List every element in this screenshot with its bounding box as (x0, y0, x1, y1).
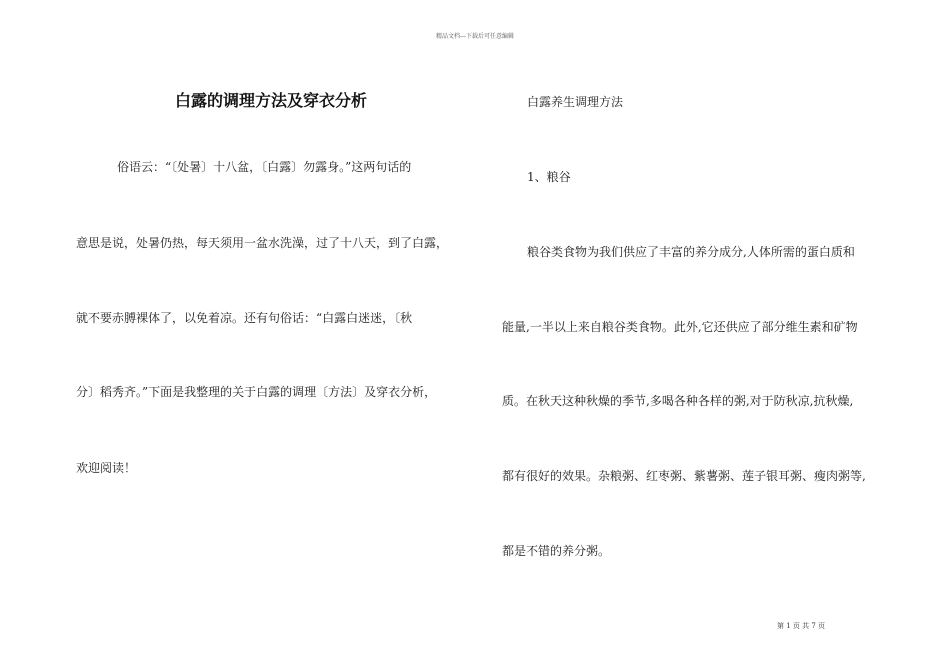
left-paragraph-line-5: 欢迎阅读！ (76, 461, 137, 475)
page-indicator: 第 1 页 共 7 页 (777, 622, 826, 630)
header-note: 精品文档---下载后可任意编辑 (435, 33, 515, 40)
left-paragraph-line-3: 就不要赤膊裸体了，以免着凉。还有句俗话：“白露白迷迷，〔秋 (76, 311, 413, 325)
left-paragraph-line-2: 意思是说，处暑仍热，每天须用一盆水洗澡，过了十八天，到了白露， (76, 236, 449, 250)
left-paragraph-line-4: 分〕稻秀齐。”下面是我整理的关于白露的调理〔方法〕及穿衣分析， (76, 385, 437, 399)
right-paragraph-line-4: 都有很好的效果。杂粮粥、红枣粥、紫薯粥、莲子银耳粥、瘦肉粥等, (502, 469, 866, 483)
right-paragraph-line-1: 粮谷类食物为我们供应了丰富的养分成分,人体所需的蛋白质和 (527, 245, 855, 259)
right-paragraph-line-2: 能量,一半以上来自粮谷类食物。此外,它还供应了部分维生素和矿物 (502, 320, 858, 334)
right-paragraph-line-3: 质。在秋天这种秋燥的季节,多喝各种各样的粥,对于防秋凉,抗秋燥, (502, 394, 854, 408)
section-heading: 白露养生调理方法 (527, 95, 624, 109)
document-title: 白露的调理方法及穿衣分析 (174, 91, 367, 110)
right-paragraph-line-5: 都是不错的养分粥。 (502, 544, 611, 558)
subsection-heading: 1、粮谷 (527, 170, 571, 184)
left-paragraph-line-1: 俗语云：“〔处暑〕十八盆，〔白露〕勿露身。”这两句话的 (117, 160, 412, 174)
